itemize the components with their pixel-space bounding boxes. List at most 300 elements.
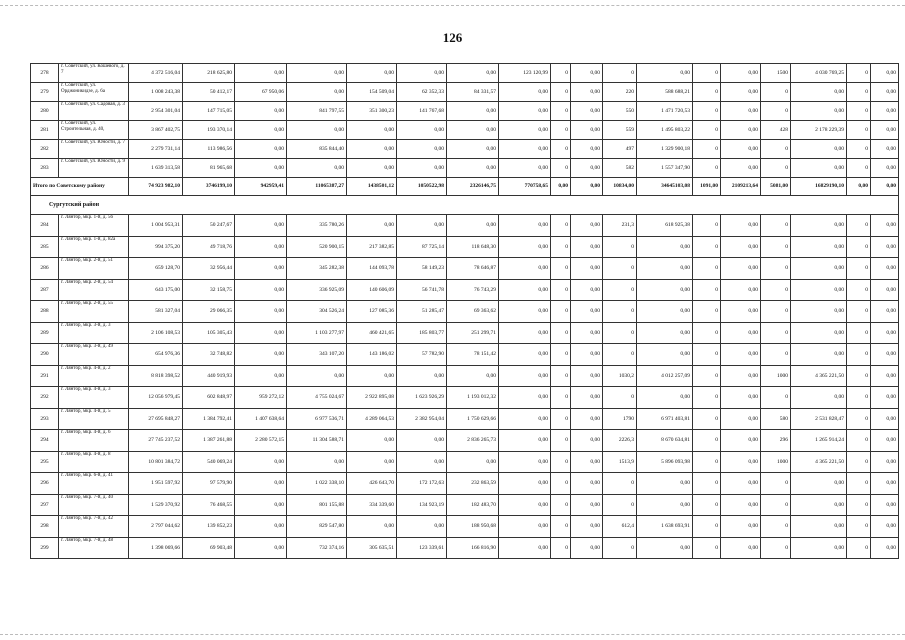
value-cell: 0,00 bbox=[347, 215, 397, 237]
value-cell: 0,00 bbox=[791, 159, 847, 178]
value-cell: 0,00 bbox=[397, 159, 447, 178]
address-cell: г. Советский, ул. Юности, д. 9 bbox=[59, 159, 129, 178]
value-cell: 0,00 bbox=[871, 301, 899, 323]
value-cell: 0,00 bbox=[871, 365, 899, 387]
value-cell: 0 bbox=[551, 159, 571, 178]
value-cell: 6 977 536,71 bbox=[287, 408, 347, 430]
value-cell: 0 bbox=[847, 387, 871, 409]
value-cell: 4 030 769,25 bbox=[791, 64, 847, 83]
value-cell: 0,00 bbox=[871, 64, 899, 83]
value-cell: 1500 bbox=[761, 64, 791, 83]
value-cell: 0 bbox=[761, 83, 791, 102]
row-number: 285 bbox=[31, 236, 59, 258]
value-cell: 1 407 638,64 bbox=[235, 408, 287, 430]
value-cell: 0 bbox=[603, 473, 637, 495]
value-cell: 0 bbox=[693, 258, 721, 280]
value-cell: 1 557 347,90 bbox=[637, 159, 693, 178]
value-cell: 0,00 bbox=[871, 494, 899, 516]
value-cell: 0,00 bbox=[791, 473, 847, 495]
row-number: 284 bbox=[31, 215, 59, 237]
value-cell: 1513,9 bbox=[603, 451, 637, 473]
value-cell: 0 bbox=[847, 236, 871, 258]
row-number: 279 bbox=[31, 83, 59, 102]
value-cell: 0,00 bbox=[287, 83, 347, 102]
value-cell: 50 247,67 bbox=[183, 215, 235, 237]
value-cell: 0,00 bbox=[235, 365, 287, 387]
address-cell: г. Советский, ул. Орджоникидзе, д. 6а bbox=[59, 83, 129, 102]
value-cell: 0 bbox=[761, 159, 791, 178]
value-cell: 0 bbox=[847, 83, 871, 102]
value-cell: 835 844,40 bbox=[287, 140, 347, 159]
table-row bbox=[31, 121, 899, 140]
value-cell: 0,00 bbox=[571, 344, 603, 366]
value-cell: 0,00 bbox=[347, 430, 397, 452]
value-cell: 0 bbox=[551, 64, 571, 83]
value-cell: 0,00 bbox=[235, 236, 287, 258]
value-cell: 0,00 bbox=[791, 494, 847, 516]
value-cell: 0,00 bbox=[397, 215, 447, 237]
total-value-cell: 0,00 bbox=[571, 178, 603, 196]
value-cell: 1 022 338,10 bbox=[287, 473, 347, 495]
value-cell: 0 bbox=[693, 159, 721, 178]
value-cell: 220 bbox=[603, 83, 637, 102]
value-cell: 0 bbox=[603, 494, 637, 516]
value-cell: 1 008 243,38 bbox=[129, 83, 183, 102]
value-cell: 0 bbox=[603, 344, 637, 366]
value-cell: 2 279 731,14 bbox=[129, 140, 183, 159]
value-cell: 0 bbox=[551, 140, 571, 159]
value-cell: 0 bbox=[761, 236, 791, 258]
value-cell: 0,00 bbox=[571, 121, 603, 140]
value-cell: 0 bbox=[551, 121, 571, 140]
value-cell: 32 158,75 bbox=[183, 279, 235, 301]
value-cell: 1000 bbox=[761, 451, 791, 473]
value-cell: 0 bbox=[761, 102, 791, 121]
value-cell: 0,00 bbox=[637, 494, 693, 516]
value-cell: 0,00 bbox=[397, 516, 447, 538]
value-cell: 0 bbox=[761, 537, 791, 559]
district-header-row bbox=[31, 196, 899, 215]
value-cell: 0,00 bbox=[871, 430, 899, 452]
value-cell: 0,00 bbox=[637, 322, 693, 344]
value-cell: 0,00 bbox=[791, 83, 847, 102]
value-cell: 580 bbox=[761, 408, 791, 430]
address-cell: г. Советский, ул. Юности, д. 7 bbox=[59, 140, 129, 159]
address-cell: г. Советский, ул. Кошевого, д. 7 bbox=[59, 64, 129, 83]
value-cell: 4 372 516,04 bbox=[129, 64, 183, 83]
scan-edge-bottom bbox=[0, 634, 905, 635]
value-cell: 0 bbox=[847, 537, 871, 559]
value-cell: 0,00 bbox=[499, 121, 551, 140]
value-cell: 49 718,76 bbox=[183, 236, 235, 258]
total-value-cell: 16829190,10 bbox=[791, 178, 847, 196]
value-cell: 336 925,09 bbox=[287, 279, 347, 301]
value-cell: 0,00 bbox=[571, 365, 603, 387]
value-cell: 0,00 bbox=[499, 494, 551, 516]
value-cell: 0,00 bbox=[499, 516, 551, 538]
value-cell: 0 bbox=[847, 365, 871, 387]
value-cell: 0 bbox=[693, 301, 721, 323]
address-cell: г. Советский, ул. Садовая, д. 3 bbox=[59, 102, 129, 121]
value-cell: 0 bbox=[603, 64, 637, 83]
value-cell: 2 106 108,53 bbox=[129, 322, 183, 344]
value-cell: 0 bbox=[847, 102, 871, 121]
value-cell: 1 265 914,24 bbox=[791, 430, 847, 452]
value-cell: 0 bbox=[693, 537, 721, 559]
value-cell: 8 670 634,81 bbox=[637, 430, 693, 452]
value-cell: 8 818 398,52 bbox=[129, 365, 183, 387]
value-cell: 78 646,87 bbox=[447, 258, 499, 280]
value-cell: 0 bbox=[847, 473, 871, 495]
value-cell: 172 172,63 bbox=[397, 473, 447, 495]
value-cell: 27 745 237,52 bbox=[129, 430, 183, 452]
value-cell: 0 bbox=[761, 473, 791, 495]
value-cell: 0 bbox=[847, 322, 871, 344]
value-cell: 559 bbox=[603, 121, 637, 140]
value-cell: 0,00 bbox=[287, 451, 347, 473]
value-cell: 0,00 bbox=[571, 102, 603, 121]
value-cell: 0 bbox=[551, 365, 571, 387]
total-value-cell: 2326146,75 bbox=[447, 178, 499, 196]
row-number: 280 bbox=[31, 102, 59, 121]
value-cell: 32 956,44 bbox=[183, 258, 235, 280]
value-cell: 0,00 bbox=[571, 83, 603, 102]
value-cell: 0,00 bbox=[287, 159, 347, 178]
value-cell: 643 175,00 bbox=[129, 279, 183, 301]
value-cell: 2 954 301,04 bbox=[129, 102, 183, 121]
value-cell: 0,00 bbox=[791, 258, 847, 280]
row-number: 278 bbox=[31, 64, 59, 83]
value-cell: 0 bbox=[693, 64, 721, 83]
value-cell: 0 bbox=[551, 494, 571, 516]
address-cell: г. Лянтор, мкр. 7-й, д. 40 bbox=[59, 494, 129, 516]
value-cell: 0 bbox=[847, 494, 871, 516]
address-cell: г. Лянтор, мкр. 6-й, д. 41 bbox=[59, 473, 129, 495]
value-cell: 0,00 bbox=[871, 236, 899, 258]
value-cell: 217 382,85 bbox=[347, 236, 397, 258]
value-cell: 2 797 044,62 bbox=[129, 516, 183, 538]
value-cell: 0 bbox=[693, 121, 721, 140]
value-cell: 428 bbox=[761, 121, 791, 140]
value-cell: 1 384 792,41 bbox=[183, 408, 235, 430]
value-cell: 0,00 bbox=[871, 102, 899, 121]
value-cell: 0,00 bbox=[499, 451, 551, 473]
value-cell: 440 919,93 bbox=[183, 365, 235, 387]
value-cell: 69 903,48 bbox=[183, 537, 235, 559]
value-cell: 0 bbox=[551, 451, 571, 473]
value-cell: 0,00 bbox=[499, 408, 551, 430]
value-cell: 0,00 bbox=[235, 121, 287, 140]
district-name: Сургутский район bbox=[31, 196, 899, 215]
total-value-cell: 0,00 bbox=[551, 178, 571, 196]
value-cell: 0,00 bbox=[721, 64, 761, 83]
table-row bbox=[31, 451, 899, 473]
value-cell: 0 bbox=[761, 344, 791, 366]
value-cell: 0,00 bbox=[571, 322, 603, 344]
value-cell: 0,00 bbox=[871, 83, 899, 102]
total-value-cell: 2109213,64 bbox=[721, 178, 761, 196]
address-cell: г. Лянтор, мкр. 4-й, д. 6 bbox=[59, 430, 129, 452]
value-cell: 3 867 402,75 bbox=[129, 121, 183, 140]
value-cell: 0 bbox=[847, 140, 871, 159]
value-cell: 0 bbox=[847, 451, 871, 473]
value-cell: 0 bbox=[847, 215, 871, 237]
value-cell: 654 976,36 bbox=[129, 344, 183, 366]
value-cell: 0,00 bbox=[721, 215, 761, 237]
value-cell: 2 280 572,15 bbox=[235, 430, 287, 452]
value-cell: 0,00 bbox=[637, 301, 693, 323]
value-cell: 994 375,20 bbox=[129, 236, 183, 258]
value-cell: 67 950,06 bbox=[235, 83, 287, 102]
value-cell: 0,00 bbox=[499, 322, 551, 344]
value-cell: 0,00 bbox=[447, 215, 499, 237]
value-cell: 118 648,30 bbox=[447, 236, 499, 258]
value-cell: 0,00 bbox=[871, 451, 899, 473]
value-cell: 0,00 bbox=[721, 408, 761, 430]
value-cell: 0 bbox=[693, 473, 721, 495]
row-number: 289 bbox=[31, 322, 59, 344]
value-cell: 0,00 bbox=[499, 430, 551, 452]
value-cell: 51 285,47 bbox=[397, 301, 447, 323]
value-cell: 0 bbox=[693, 279, 721, 301]
value-cell: 0 bbox=[603, 537, 637, 559]
value-cell: 0,00 bbox=[397, 430, 447, 452]
value-cell: 0 bbox=[693, 215, 721, 237]
row-number: 299 bbox=[31, 537, 59, 559]
value-cell: 0 bbox=[551, 537, 571, 559]
value-cell: 0 bbox=[847, 159, 871, 178]
value-cell: 497 bbox=[603, 140, 637, 159]
value-cell: 4 755 024,67 bbox=[287, 387, 347, 409]
value-cell: 0 bbox=[761, 516, 791, 538]
value-cell: 0 bbox=[551, 258, 571, 280]
value-cell: 32 748,82 bbox=[183, 344, 235, 366]
address-cell: г. Лянтор, мкр. 1-й, д. 82а bbox=[59, 236, 129, 258]
value-cell: 0,00 bbox=[721, 322, 761, 344]
value-cell: 0 bbox=[693, 83, 721, 102]
value-cell: 2 382 954,04 bbox=[397, 408, 447, 430]
value-cell: 602 848,97 bbox=[183, 387, 235, 409]
value-cell: 0 bbox=[847, 121, 871, 140]
value-cell: 123 120,99 bbox=[499, 64, 551, 83]
value-cell: 0,00 bbox=[397, 64, 447, 83]
value-cell: 0,00 bbox=[235, 301, 287, 323]
value-cell: 0,00 bbox=[871, 516, 899, 538]
value-cell: 0,00 bbox=[721, 494, 761, 516]
value-cell: 0,00 bbox=[721, 430, 761, 452]
value-cell: 2 836 265,73 bbox=[447, 430, 499, 452]
value-cell: 460 421,65 bbox=[347, 322, 397, 344]
value-cell: 520 900,15 bbox=[287, 236, 347, 258]
value-cell: 185 803,77 bbox=[397, 322, 447, 344]
total-value-cell: 942959,41 bbox=[235, 178, 287, 196]
value-cell: 1 193 012,32 bbox=[447, 387, 499, 409]
value-cell: 0,00 bbox=[447, 365, 499, 387]
value-cell: 0,00 bbox=[499, 140, 551, 159]
value-cell: 0,00 bbox=[235, 64, 287, 83]
address-cell: г. Лянтор, мкр. 3-й, д. 3 bbox=[59, 322, 129, 344]
value-cell: 166 816,90 bbox=[447, 537, 499, 559]
value-cell: 0,00 bbox=[871, 215, 899, 237]
row-number: 290 bbox=[31, 344, 59, 366]
value-cell: 0 bbox=[551, 215, 571, 237]
scan-edge-top bbox=[0, 5, 905, 6]
value-cell: 1 329 900,18 bbox=[637, 140, 693, 159]
value-cell: 0,00 bbox=[721, 258, 761, 280]
value-cell: 69 363,62 bbox=[447, 301, 499, 323]
address-cell: г. Лянтор, мкр. 2-й, д. 51 bbox=[59, 258, 129, 280]
value-cell: 0 bbox=[551, 83, 571, 102]
page-number: 126 bbox=[442, 30, 463, 45]
value-cell: 0,00 bbox=[499, 215, 551, 237]
value-cell: 0,00 bbox=[347, 365, 397, 387]
value-cell: 0,00 bbox=[571, 537, 603, 559]
value-cell: 0 bbox=[847, 516, 871, 538]
total-label: Итого по Советскому району bbox=[31, 178, 129, 196]
value-cell: 0,00 bbox=[637, 344, 693, 366]
value-cell: 0 bbox=[847, 64, 871, 83]
value-cell: 0,00 bbox=[721, 365, 761, 387]
value-cell: 1 387 261,88 bbox=[183, 430, 235, 452]
table-row bbox=[31, 494, 899, 516]
value-cell: 1 103 277,97 bbox=[287, 322, 347, 344]
value-cell: 0,00 bbox=[499, 258, 551, 280]
value-cell: 78 151,42 bbox=[447, 344, 499, 366]
value-cell: 1 750 629,66 bbox=[447, 408, 499, 430]
value-cell: 56 741,78 bbox=[397, 279, 447, 301]
value-cell: 0 bbox=[761, 258, 791, 280]
address-cell: г. Лянтор, мкр. 4-й, д. 8 bbox=[59, 451, 129, 473]
value-cell: 0,00 bbox=[235, 215, 287, 237]
value-cell: 1 495 803,22 bbox=[637, 121, 693, 140]
value-cell: 0,00 bbox=[871, 121, 899, 140]
value-cell: 0,00 bbox=[347, 140, 397, 159]
address-cell: г. Лянтор, мкр. 7-й, д. 42 bbox=[59, 516, 129, 538]
value-cell: 0 bbox=[551, 473, 571, 495]
value-cell: 2 178 229,39 bbox=[791, 121, 847, 140]
value-cell: 334 339,60 bbox=[347, 494, 397, 516]
value-cell: 618 925,38 bbox=[637, 215, 693, 237]
value-cell: 0 bbox=[693, 236, 721, 258]
table-row bbox=[31, 365, 899, 387]
value-cell: 0,00 bbox=[571, 408, 603, 430]
value-cell: 0 bbox=[551, 236, 571, 258]
value-cell: 0 bbox=[603, 387, 637, 409]
value-cell: 0,00 bbox=[235, 344, 287, 366]
value-cell: 144 093,78 bbox=[347, 258, 397, 280]
value-cell: 0,00 bbox=[871, 537, 899, 559]
value-cell: 87 725,14 bbox=[397, 236, 447, 258]
value-cell: 143 186,02 bbox=[347, 344, 397, 366]
value-cell: 0 bbox=[551, 408, 571, 430]
table-row bbox=[31, 279, 899, 301]
value-cell: 1 639 313,58 bbox=[129, 159, 183, 178]
value-cell: 0 bbox=[847, 430, 871, 452]
value-cell: 0,00 bbox=[447, 451, 499, 473]
value-cell: 1 951 597,92 bbox=[129, 473, 183, 495]
row-number: 296 bbox=[31, 473, 59, 495]
row-number: 291 bbox=[31, 365, 59, 387]
value-cell: 105 305,43 bbox=[183, 322, 235, 344]
value-cell: 0,00 bbox=[571, 473, 603, 495]
value-cell: 0,00 bbox=[287, 121, 347, 140]
value-cell: 0,00 bbox=[721, 451, 761, 473]
table-row bbox=[31, 301, 899, 323]
value-cell: 829 547,80 bbox=[287, 516, 347, 538]
value-cell: 0,00 bbox=[447, 102, 499, 121]
total-value-cell: 5081,00 bbox=[761, 178, 791, 196]
value-cell: 335 780,26 bbox=[287, 215, 347, 237]
total-value-cell: 0,00 bbox=[871, 178, 899, 196]
value-cell: 0,00 bbox=[397, 365, 447, 387]
value-cell: 0,00 bbox=[397, 140, 447, 159]
value-cell: 0 bbox=[847, 408, 871, 430]
row-number: 282 bbox=[31, 140, 59, 159]
value-cell: 0,00 bbox=[347, 64, 397, 83]
value-cell: 0,00 bbox=[499, 473, 551, 495]
value-cell: 0 bbox=[551, 102, 571, 121]
row-number: 281 bbox=[31, 121, 59, 140]
value-cell: 4 012 257,09 bbox=[637, 365, 693, 387]
value-cell: 5 896 093,98 bbox=[637, 451, 693, 473]
table-row bbox=[31, 473, 899, 495]
value-cell: 0,00 bbox=[791, 344, 847, 366]
value-cell: 0,00 bbox=[347, 451, 397, 473]
value-cell: 351 300,23 bbox=[347, 102, 397, 121]
total-value-cell: 1438501,12 bbox=[347, 178, 397, 196]
value-cell: 1030,2 bbox=[603, 365, 637, 387]
value-cell: 1 623 926,29 bbox=[397, 387, 447, 409]
address-cell: г. Лянтор, мкр. 3-й, д. 49 bbox=[59, 344, 129, 366]
table-row bbox=[31, 516, 899, 538]
value-cell: 0,00 bbox=[721, 301, 761, 323]
value-cell: 0 bbox=[761, 279, 791, 301]
value-cell: 0 bbox=[693, 387, 721, 409]
value-cell: 0 bbox=[551, 387, 571, 409]
value-cell: 540 069,24 bbox=[183, 451, 235, 473]
value-cell: 296 bbox=[761, 430, 791, 452]
value-cell: 140 606,09 bbox=[347, 279, 397, 301]
value-cell: 0,00 bbox=[791, 516, 847, 538]
value-cell: 0,00 bbox=[791, 301, 847, 323]
value-cell: 0 bbox=[693, 451, 721, 473]
value-cell: 0,00 bbox=[235, 494, 287, 516]
value-cell: 0 bbox=[847, 344, 871, 366]
value-cell: 84 331,57 bbox=[447, 83, 499, 102]
row-number: 286 bbox=[31, 258, 59, 280]
value-cell: 0,00 bbox=[499, 344, 551, 366]
value-cell: 0,00 bbox=[871, 140, 899, 159]
value-cell: 0 bbox=[761, 387, 791, 409]
value-cell: 581 327,04 bbox=[129, 301, 183, 323]
value-cell: 0,00 bbox=[791, 387, 847, 409]
value-cell: 0,00 bbox=[721, 473, 761, 495]
row-number: 295 bbox=[31, 451, 59, 473]
value-cell: 0,00 bbox=[235, 102, 287, 121]
value-cell: 0,00 bbox=[637, 473, 693, 495]
table-row bbox=[31, 430, 899, 452]
value-cell: 0 bbox=[847, 279, 871, 301]
value-cell: 0 bbox=[551, 430, 571, 452]
value-cell: 0,00 bbox=[791, 279, 847, 301]
row-number: 292 bbox=[31, 387, 59, 409]
value-cell: 0 bbox=[693, 322, 721, 344]
value-cell: 0 bbox=[693, 430, 721, 452]
address-cell: г. Советский, ул. Строительная, д. 40, bbox=[59, 121, 129, 140]
row-number: 298 bbox=[31, 516, 59, 538]
row-number: 297 bbox=[31, 494, 59, 516]
value-cell: 0,00 bbox=[721, 537, 761, 559]
